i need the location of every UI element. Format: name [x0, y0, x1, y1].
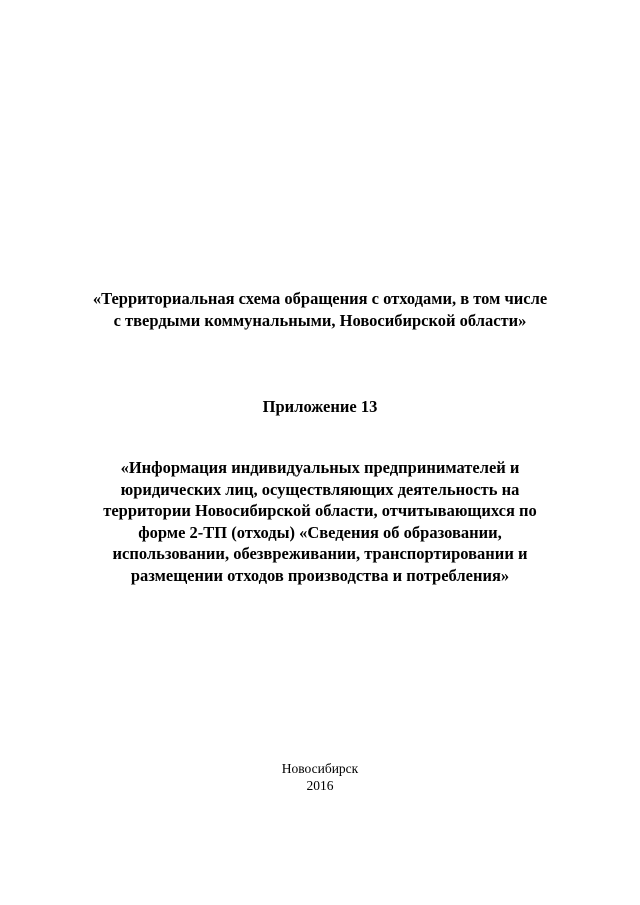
description-line: форме 2-ТП (отходы) «Сведения об образовании,: [138, 522, 502, 542]
document-footer: [0, 760, 640, 794]
appendix-label: [0, 396, 640, 418]
publication-year: 2016: [306, 778, 334, 793]
description-line: использовании, обезвреживании, транспортировании и: [112, 544, 528, 563]
description-line: размещении отходов производства и потребления»: [130, 565, 510, 585]
appendix-number: Приложение 13: [262, 397, 378, 416]
title-line: с твердыми коммунальными, Новосибирской области»: [113, 311, 527, 330]
description-line: «Информация индивидуальных предпринимателей и: [120, 458, 520, 477]
city-name: Новосибирск: [281, 761, 359, 776]
description-line: юридических лиц, осуществляющих деятельность на: [120, 479, 520, 499]
description-line: территории Новосибирской области, отчитывающихся по: [103, 501, 537, 520]
title-line: «Территориальная схема обращения с отходами, в том числе: [92, 289, 548, 308]
appendix-description: [0, 457, 640, 586]
document-title: [0, 288, 640, 332]
